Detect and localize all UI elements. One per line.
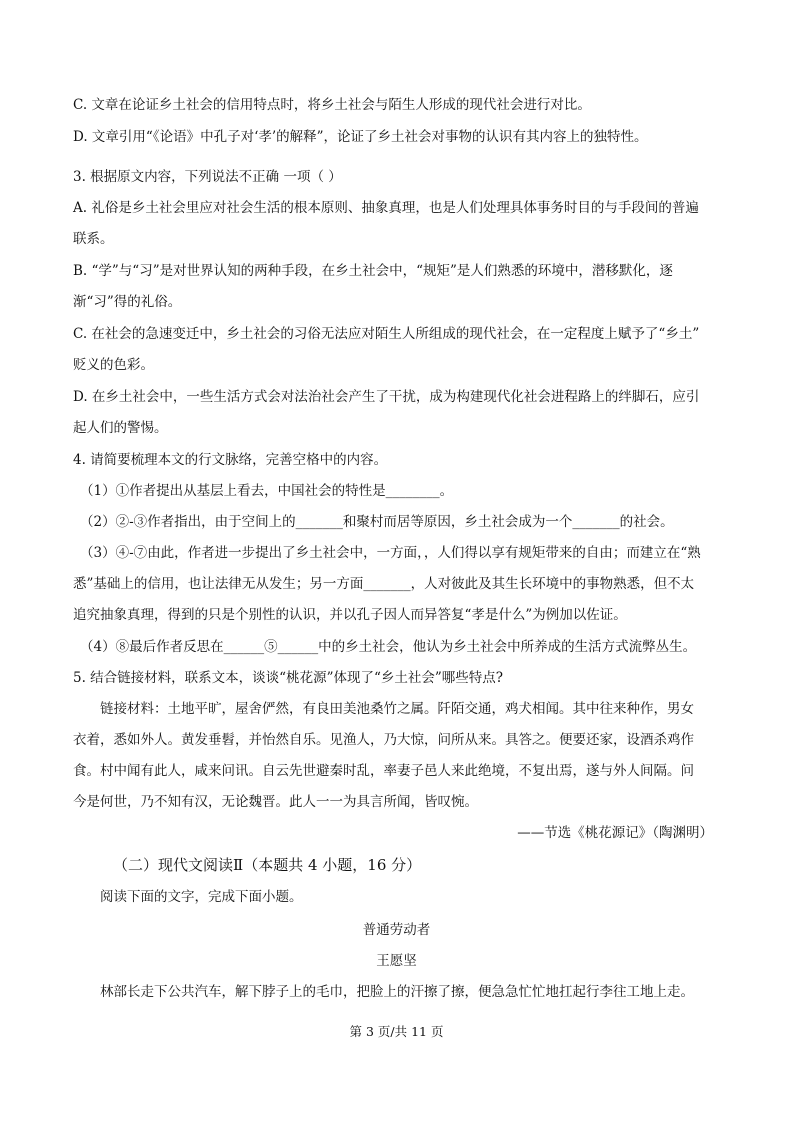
q3-option-a-line2: 联系。	[73, 231, 114, 247]
q3-option-b-line1: B. “学”与“习”是对世界认知的两种手段，在乡土社会中，“规矩”是人们熟悉的环境中，潜移默化，逐	[73, 263, 673, 279]
q3-option-d-line2: 起人们的警惕。	[73, 420, 168, 436]
reading-instruction: 阅读下面的文字，完成下面小题。	[100, 889, 303, 905]
q3-option-c-line1: C. 在社会的急速变迁中，乡土社会的习俗无法应对陌生人所组成的现代社会，在一定程度上赋予了“乡土”	[73, 326, 700, 342]
article-author: 王愿坚	[376, 953, 417, 969]
link-material-line4: 今是何世，乃不知有汉，无论魏晋。此人一一为具言所闻，皆叹惋。	[73, 794, 478, 810]
link-material-line1: 链接材料：土地平旷，屋舍俨然，有良田美池桑竹之属。阡陌交通，鸡犬相闻。其中往来种作，男女	[100, 701, 694, 717]
q4-item-3-line3: 追究抽象真理，得到的只是个别性的认识，并以孔子因人而异答复“孝是什么”为例加以佐证。	[73, 607, 627, 623]
link-material-line2: 衣着，悉如外人。黄发垂髫，并怡然自乐。见渔人，乃大惊，问所从来。具答之。便要还家，设酒杀鸡作	[73, 732, 694, 748]
article-body-line1: 林部长走下公共汽车，解下脖子上的毛巾，把脸上的汗擦了擦，便急急忙忙地扛起行李往工地上走。	[100, 984, 694, 1000]
q4-item-2: （2）②-③作者指出，由于空间上的_______和聚村而居等原因，乡土社会成为一个_______的社会。	[80, 514, 674, 530]
option-c-previous: C. 文章在论证乡土社会的信用特点时，将乡土社会与陌生人形成的现代社会进行对比。	[73, 97, 591, 113]
link-material-line3: 食。村中闻有此人，咸来问讯。自云先世避秦时乱，率妻子邑人来此绝境，不复出焉，遂与外人间隔。问	[73, 763, 694, 779]
q4-item-3-line1: （3）④-⑦由此，作者进一步提出了乡土社会中，一方面，，人们得以享有规矩带来的自由；而建立在“熟	[80, 545, 701, 561]
option-d-previous: D. 文章引用“《论语》中孔子对‘孝’的解释”，论证了乡土社会对事物的认识有其内容上的独特性。	[73, 129, 648, 145]
page-footer: 第 3 页/共 11 页	[349, 1024, 444, 1039]
question-5: 5. 结合链接材料，联系文本，谈谈“桃花源”体现了“乡土社会”哪些特点?	[73, 670, 504, 686]
section-heading: （二）现代文阅读Ⅱ（本题共 4 小题，16 分）	[113, 856, 422, 874]
question-4: 4. 请简要梳理本文的行文脉络，完善空格中的内容。	[73, 452, 388, 468]
source-citation: ——节选《桃花源记》（陶渊明）	[517, 825, 713, 841]
q4-item-1: （1）①作者提出从基层上看去，中国社会的特性是________。	[80, 483, 454, 499]
q3-option-c-line2: 贬义的色彩。	[73, 357, 154, 373]
q4-item-3-line2: 悉”基础上的信用，也让法律无从发生；另一方面_______，人对彼此及其生长环境中的事物熟悉，但不太	[73, 576, 695, 592]
q3-option-b-line2: 渐“习”得的礼俗。	[73, 294, 182, 310]
question-3: 3. 根据原文内容，下列说法不正确 一项（ ）	[73, 169, 342, 185]
q3-option-d-line1: D. 在乡土社会中，一些生活方式会对法治社会产生了干扰，成为构建现代化社会进程路上的绊脚石，应引	[73, 389, 700, 405]
q4-item-4: （4）⑧最后作者反思在______⑤______中的乡土社会，他认为乡土社会中所养成的生活方式流弊丛生。	[80, 639, 697, 655]
article-title: 普通劳动者	[362, 922, 431, 938]
q3-option-a-line1: A. 礼俗是乡土社会里应对社会生活的根本原则、抽象真理，也是人们处理具体事务时目的与手段间的普遍	[73, 200, 699, 216]
